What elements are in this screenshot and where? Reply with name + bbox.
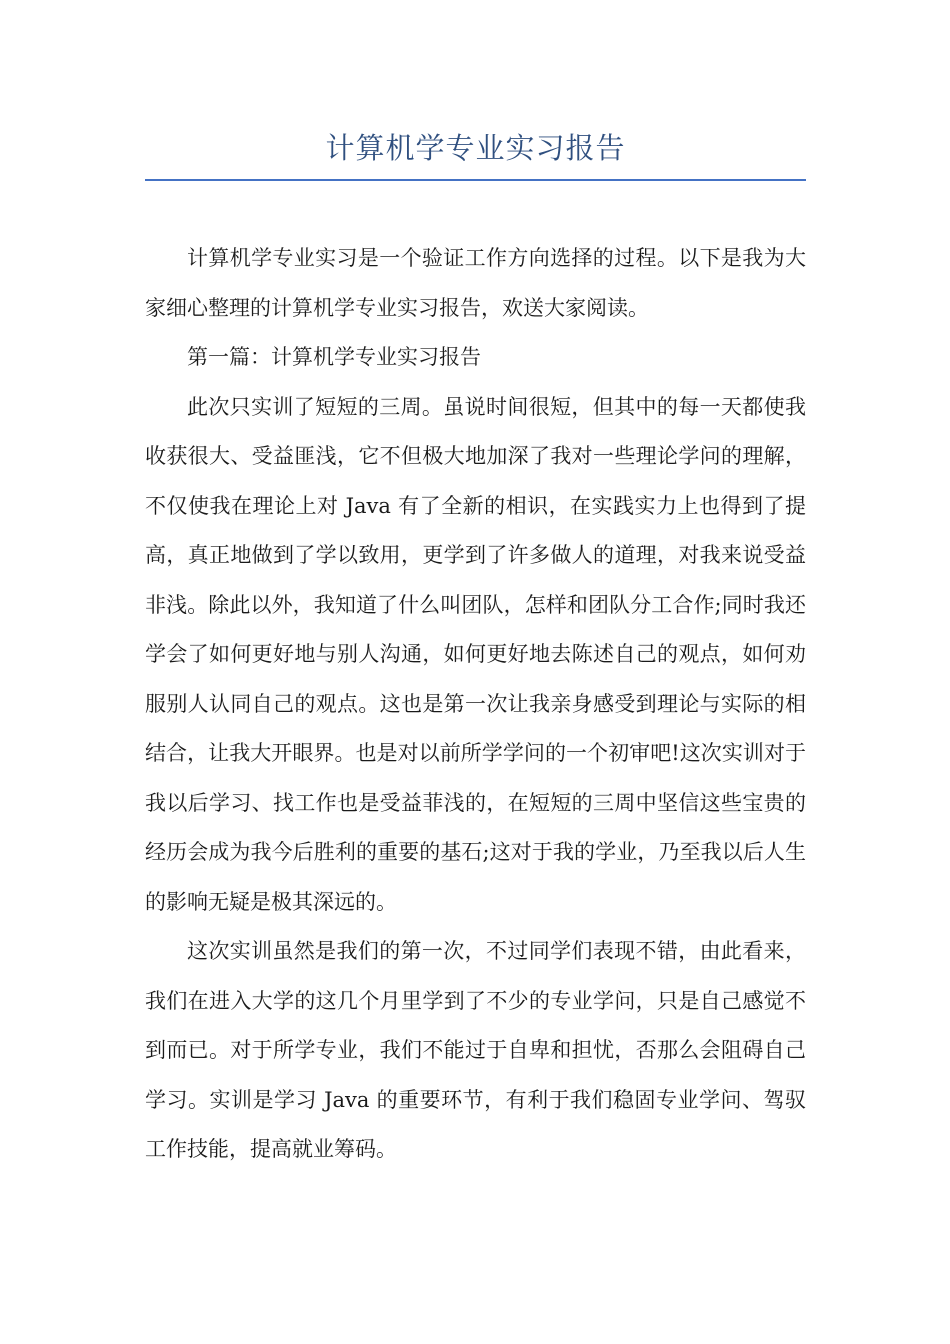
title-underline bbox=[145, 179, 806, 181]
section-heading: 第一篇：计算机学专业实习报告 bbox=[187, 345, 481, 369]
intro-paragraph: 计算机学专业实习是一个验证工作方向选择的过程。以下是我为大家细心整理的计算机学专业实习报告，欢送大家阅读。 bbox=[145, 246, 806, 320]
body-paragraph: 这次实训虽然是我们的第一次，不过同学们表现不错，由此看来，我们在进入大学的这几个月里学到了不少的专业学问，只是自己感觉不到而已。对于所学专业，我们不能过于自卑和担忧，否那么会阻碍自己学习。实训是学习 Java 的重要环节，有利于我们稳固专业学问、驾驭工作技能，提高就业筹码。 bbox=[145, 939, 806, 1161]
body-paragraph: 此次只实训了短短的三周。虽说时间很短，但其中的每一天都使我收获很大、受益匪浅，它不但极大地加深了我对一些理论学问的理解，不仅使我在理论上对 Java 有了全新的相识，在实践实力上也得到了提高，真正地做到了学以致用，更学到了许多做人的道理，对我来说受益非浅。除此以外，我知道了什么叫团队，怎样和团队分工合作;同时我还学会了如何更好地与别人沟通，如何更好地去陈述自己的观点，如何劝服别人认同自己的观点。这也是第一次让我亲身感受到理论与实际的相结合，让我大开眼界。也是对以前所学学问的一个初审吧!这次实训对于我以后学习、找工作也是受益菲浅的，在短短的三周中坚信这些宝贵的经历会成为我今后胜利的重要的基石;这对于我的学业，乃至我以后人生的影响无疑是极其深远的。 bbox=[145, 394, 806, 914]
document-body bbox=[145, 234, 806, 1175]
document-title: 计算机学专业实习报告 bbox=[325, 131, 626, 165]
